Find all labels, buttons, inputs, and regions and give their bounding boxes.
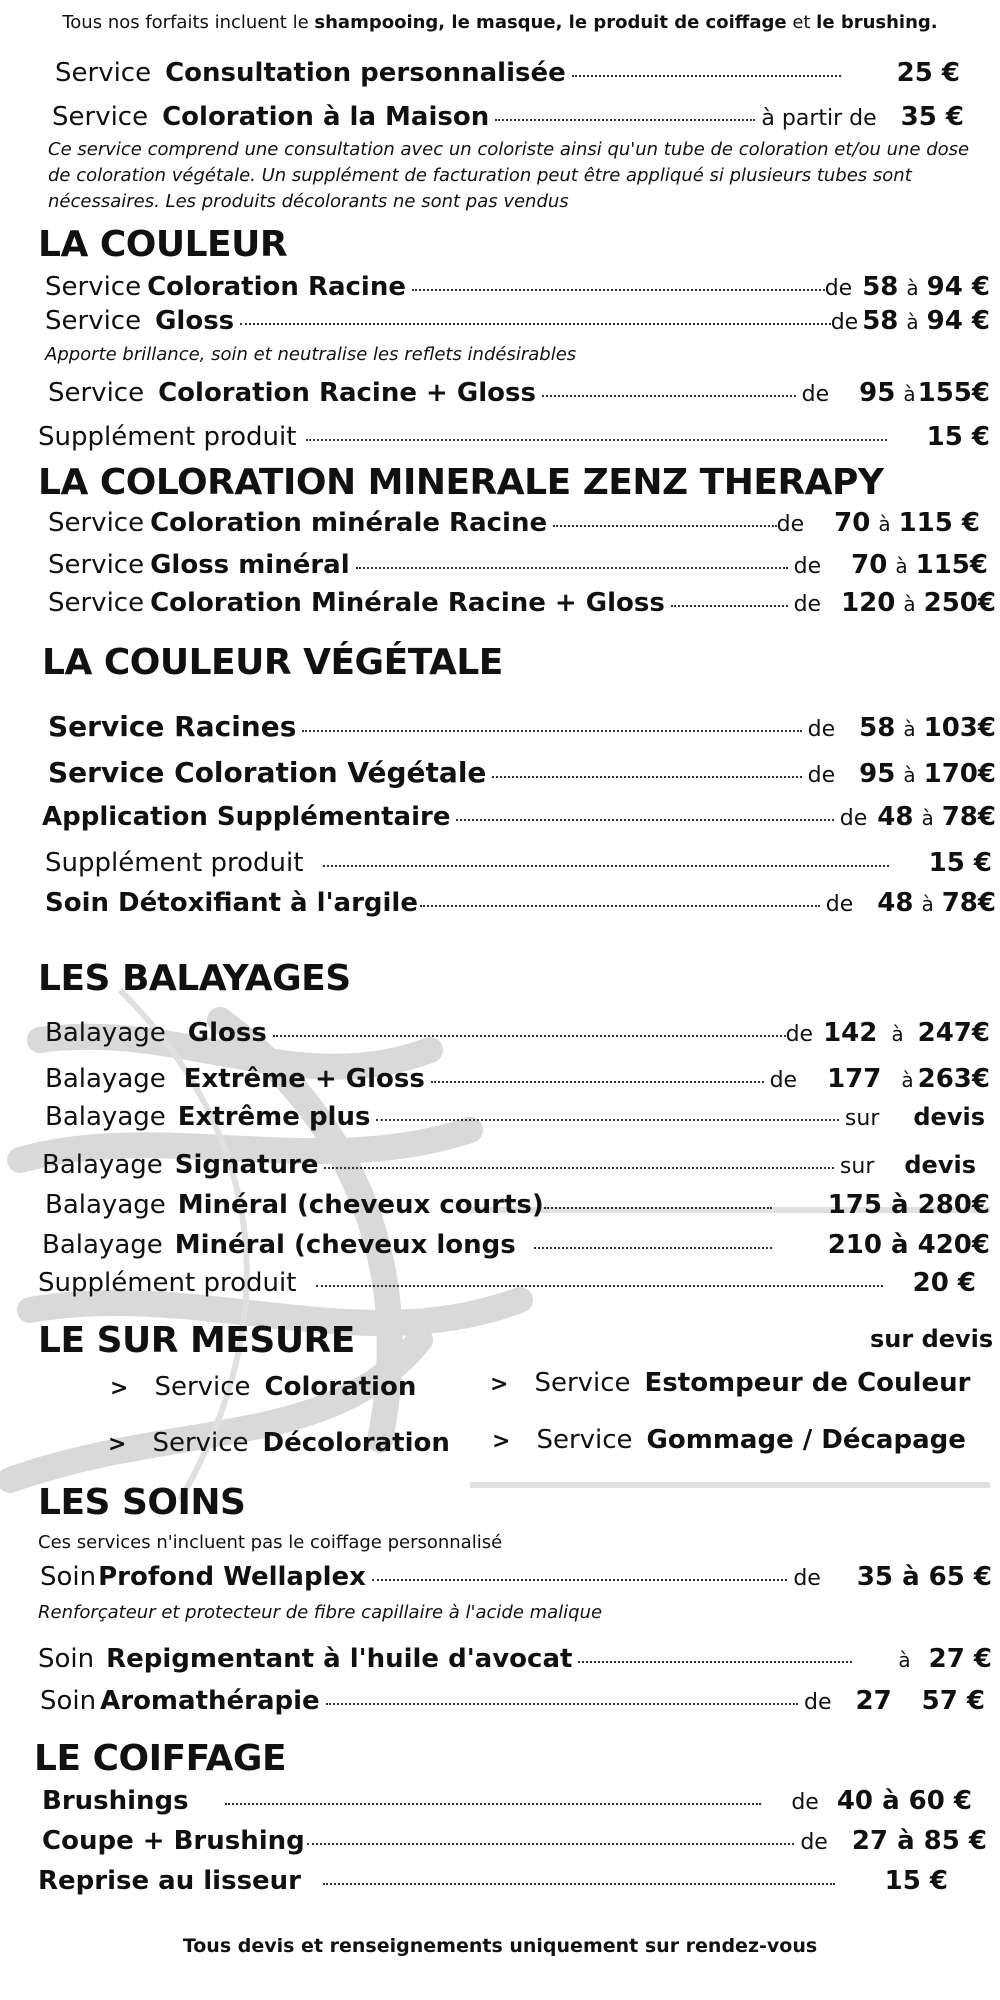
section-title-couleur: LA COULEUR (38, 224, 288, 265)
balayage-extreme-gloss-row: Balayage Extrême + Gloss de 177 à 263€ (45, 1064, 990, 1094)
vegetale-racines-row: Service Racines de 58 à 103€ (48, 710, 996, 743)
sur-mesure-item: > Service Estompeur de Couleur (490, 1368, 971, 1398)
sur-mesure-item: > Service Décoloration (108, 1428, 450, 1458)
couleur-supplement-row: Supplément produit 15 € (38, 422, 990, 452)
minerale-gloss-row: Service Gloss minéral de 70 à 115€ (48, 550, 988, 580)
vegetale-coloration-row: Service Coloration Végétale de 95 à 170€ (48, 756, 996, 789)
sur-mesure-devis: sur devis (870, 1325, 994, 1353)
minerale-racine-gloss-row: Service Coloration Minérale Racine + Gloss de 120 à 250€ (48, 588, 996, 618)
vegetale-supplement-row: Supplément produit 15 € (45, 848, 992, 878)
balayage-gloss-row: Balayage Gloss de 142 à 247€ (45, 1018, 990, 1048)
balayage-signature-row: Balayage Signature sur devis (42, 1150, 976, 1180)
coiffage-coupe-row: Coupe + Brushing de 27 à 85 € (42, 1826, 987, 1856)
couleur-racine-gloss-row: Service Coloration Racine + Gloss de 95 à 155€ (48, 378, 990, 408)
sur-mesure-item: > Service Coloration (110, 1372, 417, 1402)
footer-note: Tous devis et renseignements uniquement sur rendez-vous (182, 1935, 818, 1957)
coiffage-reprise-row: Reprise au lisseur 15 € (38, 1866, 948, 1896)
coiffage-brushings-row: Brushings de 40 à 60 € (42, 1786, 972, 1816)
vegetale-detox-row: Soin Détoxifiant à l'argile de 48 à 78€ (45, 888, 996, 918)
minerale-racine-row: Service Coloration minérale Racine de 70 à 115 € (48, 508, 980, 538)
soins-subtitle: Ces services n'incluent pas le coiffage personnalisé (38, 1532, 503, 1553)
soin-aroma-row: Soin Aromathérapie de 27 57 € (40, 1686, 985, 1716)
section-title-minerale: LA COLORATION MINERALE ZENZ THERAPY (38, 462, 884, 503)
section-title-coiffage: LE COIFFAGE (34, 1738, 287, 1779)
balayage-mineral-longs-row: Balayage Minéral (cheveux longs 210 à 420€ (42, 1230, 990, 1260)
balayage-supplement-row: Supplément produit 20 € (38, 1268, 976, 1298)
coloration-maison-row: Service Coloration à la Maison à partir de 35 € (52, 102, 964, 132)
wellaplex-note: Renforçateur et protecteur de fibre capillaire à l'acide malique (38, 1602, 603, 1623)
soin-wellaplex-row: Soin Profond Wellaplex de 35 à 65 € (40, 1562, 992, 1592)
vegetale-application-row: Application Supplémentaire de 48 à 78€ (42, 802, 996, 832)
section-title-soins: LES SOINS (38, 1482, 246, 1523)
consultation-row: Service Consultation personnalisée 25 € (55, 58, 960, 88)
gloss-note: Apporte brillance, soin et neutralise les reflets indésirables (45, 344, 577, 365)
couleur-racine-row: Service Coloration Racine de 58 à 94 € (45, 272, 990, 302)
section-title-vegetale: LA COULEUR VÉGÉTALE (42, 642, 503, 683)
couleur-gloss-row: Service Gloss de 58 à 94 € (45, 306, 990, 336)
coloration-maison-note: Ce service comprend une consultation avec un coloriste ainsi qu'un tube de coloration et/ou une dose de coloration végétale. Un supplément de facturation peut être appliqué si plusieurs tubes sont nécessaires. Les produits décolorants ne sont pas vendus (48, 139, 970, 212)
section-title-sur-mesure: LE SUR MESURE (38, 1320, 355, 1361)
balayage-extreme-plus-row: Balayage Extrême plus sur devis (45, 1102, 985, 1132)
balayage-mineral-courts-row: Balayage Minéral (cheveux courts) 175 à 280€ (45, 1190, 990, 1220)
sur-mesure-item: > Service Gommage / Décapage (492, 1425, 966, 1455)
intro-text: Tous nos forfaits incluent le shampooing, le masque, le produit de coiffage et le brushing. (62, 12, 938, 33)
soin-avocat-row: Soin Repigmentant à l'huile d'avocat à 27 € (38, 1644, 992, 1674)
section-title-balayages: LES BALAYAGES (38, 958, 351, 999)
